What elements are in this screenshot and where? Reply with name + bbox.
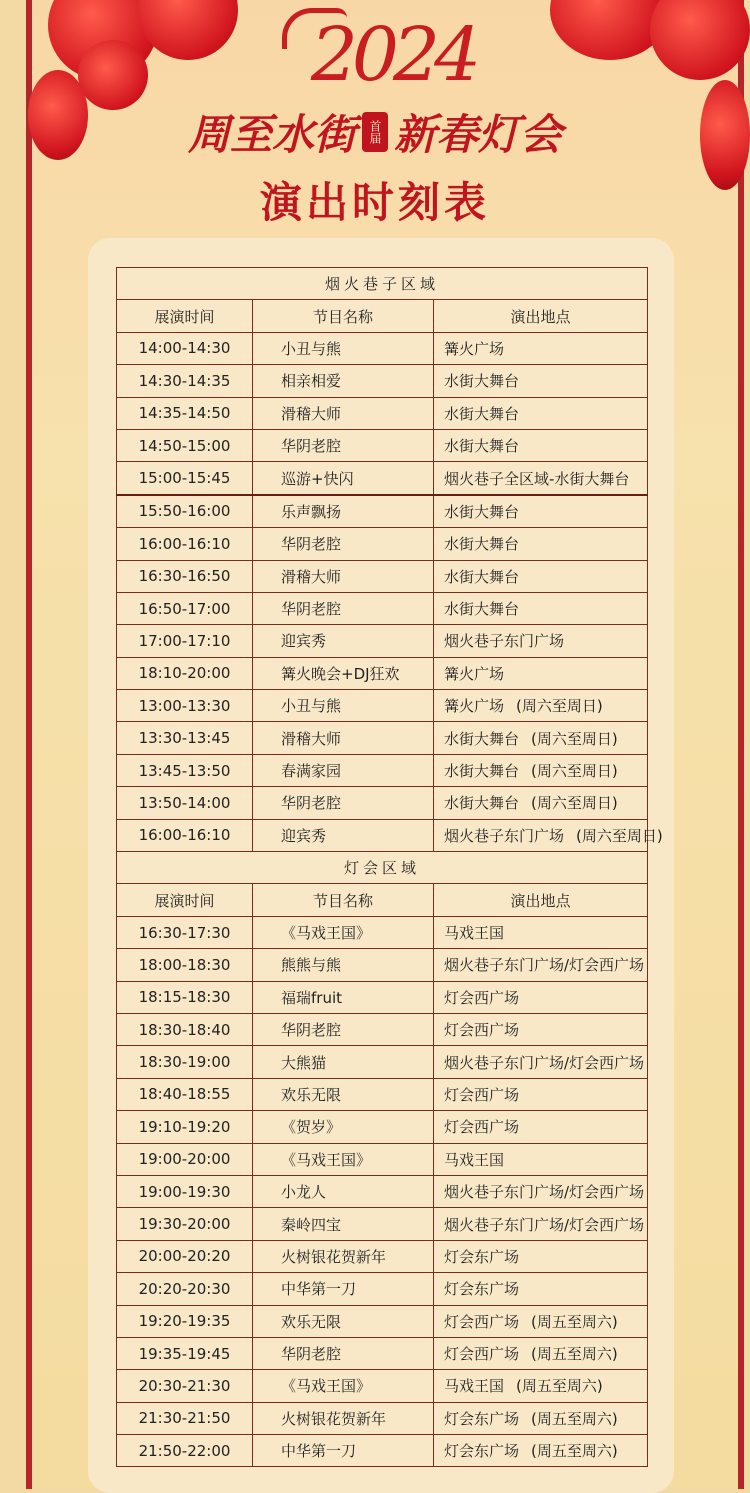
schedule-table bbox=[116, 267, 663, 1467]
venue-name: 灯会西广场 bbox=[444, 1021, 520, 1040]
time-cell: 19:35-19:45 bbox=[117, 1337, 253, 1369]
column-header: 展演时间 bbox=[117, 300, 253, 332]
venue-name: 水街大舞台 bbox=[444, 372, 520, 391]
table-row bbox=[117, 981, 648, 1013]
section-title-row bbox=[117, 852, 648, 884]
table-row bbox=[117, 560, 648, 592]
program-cell: 福瑞fruit bbox=[253, 981, 434, 1013]
venue-name: 水街大舞台 bbox=[444, 404, 520, 423]
program-cell: 火树银花贺新年 bbox=[253, 1402, 434, 1434]
event-title bbox=[0, 104, 750, 160]
venue-cell bbox=[434, 1240, 648, 1272]
program-cell: 华阴老腔 bbox=[253, 787, 434, 819]
venue-name: 马戏王国 bbox=[444, 1377, 505, 1396]
table-row bbox=[117, 949, 648, 981]
venue-cell bbox=[434, 690, 648, 722]
day-note: (周六至周日) bbox=[576, 826, 663, 845]
time-cell: 21:50-22:00 bbox=[117, 1435, 253, 1467]
venue-cell bbox=[434, 1013, 648, 1045]
venue-cell bbox=[434, 657, 648, 689]
venue-name: 灯会东广场 bbox=[444, 1247, 520, 1266]
dragon-icon bbox=[282, 8, 347, 49]
column-header: 展演时间 bbox=[117, 884, 253, 916]
time-cell: 19:10-19:20 bbox=[117, 1111, 253, 1143]
venue-cell bbox=[434, 528, 648, 560]
time-cell: 21:30-21:50 bbox=[117, 1402, 253, 1434]
time-cell: 16:30-17:30 bbox=[117, 916, 253, 948]
venue-name: 水街大舞台 bbox=[444, 729, 520, 748]
program-cell: 华阴老腔 bbox=[253, 592, 434, 624]
venue-cell bbox=[434, 495, 648, 528]
table-row bbox=[117, 1208, 648, 1240]
table-row bbox=[117, 1402, 648, 1434]
table-row bbox=[117, 462, 648, 495]
table-row bbox=[117, 1337, 648, 1369]
program-cell: 华阴老腔 bbox=[253, 429, 434, 461]
day-note: (周五至周六) bbox=[531, 1345, 618, 1364]
time-cell: 20:20-20:30 bbox=[117, 1273, 253, 1305]
program-cell: 《贺岁》 bbox=[253, 1111, 434, 1143]
program-cell: 巡游+快闪 bbox=[253, 462, 434, 495]
time-cell: 16:00-16:10 bbox=[117, 528, 253, 560]
program-cell: 滑稽大师 bbox=[253, 722, 434, 754]
table-row bbox=[117, 528, 648, 560]
table-row bbox=[117, 690, 648, 722]
program-cell: 中华第一刀 bbox=[253, 1435, 434, 1467]
column-header: 节目名称 bbox=[253, 884, 434, 916]
day-note: (周五至周六) bbox=[531, 1312, 618, 1331]
table-row bbox=[117, 916, 648, 948]
year-logo: 2024 bbox=[310, 12, 476, 98]
time-cell: 18:30-18:40 bbox=[117, 1013, 253, 1045]
program-cell: 迎宾秀 bbox=[253, 819, 434, 851]
venue-cell bbox=[434, 1305, 648, 1337]
table-row bbox=[117, 1240, 648, 1272]
venue-cell bbox=[434, 365, 648, 397]
table-row bbox=[117, 722, 648, 754]
time-cell: 15:00-15:45 bbox=[117, 462, 253, 495]
venue-name: 烟火巷子东门广场/灯会西广场 bbox=[444, 956, 645, 975]
table-row bbox=[117, 787, 648, 819]
day-note: (周五至周六) bbox=[531, 1409, 618, 1428]
table-row bbox=[117, 397, 648, 429]
time-cell: 14:35-14:50 bbox=[117, 397, 253, 429]
table-row bbox=[117, 332, 648, 364]
time-cell: 16:00-16:10 bbox=[117, 819, 253, 851]
time-cell: 18:30-19:00 bbox=[117, 1046, 253, 1078]
venue-name: 篝火广场 bbox=[444, 664, 505, 683]
day-note: (周五至周六) bbox=[531, 1442, 618, 1461]
program-cell: 滑稽大师 bbox=[253, 560, 434, 592]
table-row bbox=[117, 1143, 648, 1175]
venue-cell bbox=[434, 1370, 648, 1402]
venue-name: 马戏王国 bbox=[444, 1150, 505, 1169]
venue-name: 水街大舞台 bbox=[444, 762, 520, 781]
program-cell: 小龙人 bbox=[253, 1175, 434, 1207]
venue-name: 灯会东广场 bbox=[444, 1442, 520, 1461]
table-row bbox=[117, 592, 648, 624]
venue-name: 篝火广场 bbox=[444, 697, 505, 716]
table-row bbox=[117, 365, 648, 397]
venue-name: 水街大舞台 bbox=[444, 600, 520, 619]
venue-cell bbox=[434, 1402, 648, 1434]
venue-cell bbox=[434, 1143, 648, 1175]
program-cell: 火树银花贺新年 bbox=[253, 1240, 434, 1272]
column-header: 演出地点 bbox=[434, 884, 648, 916]
venue-name: 篝火广场 bbox=[444, 339, 505, 358]
program-cell: 欢乐无限 bbox=[253, 1078, 434, 1110]
time-cell: 13:30-13:45 bbox=[117, 722, 253, 754]
venue-name: 烟火巷子东门广场/灯会西广场 bbox=[444, 1053, 645, 1072]
section-title-row bbox=[117, 268, 648, 300]
program-cell: 小丑与熊 bbox=[253, 332, 434, 364]
time-cell: 14:30-14:35 bbox=[117, 365, 253, 397]
table-row bbox=[117, 819, 648, 851]
venue-name: 烟火巷子东门广场 bbox=[444, 826, 565, 845]
venue-cell bbox=[434, 1111, 648, 1143]
venue-cell bbox=[434, 1078, 648, 1110]
venue-cell bbox=[434, 981, 648, 1013]
program-cell: 《马戏王国》 bbox=[253, 1370, 434, 1402]
venue-cell bbox=[434, 1435, 648, 1467]
venue-cell bbox=[434, 625, 648, 657]
venue-cell bbox=[434, 560, 648, 592]
time-cell: 13:00-13:30 bbox=[117, 690, 253, 722]
program-cell: 华阴老腔 bbox=[253, 528, 434, 560]
venue-cell bbox=[434, 332, 648, 364]
first-edition-badge: 首届 bbox=[362, 112, 388, 152]
time-cell: 19:00-20:00 bbox=[117, 1143, 253, 1175]
venue-cell bbox=[434, 819, 663, 851]
venue-cell bbox=[434, 1208, 648, 1240]
venue-name: 水街大舞台 bbox=[444, 502, 520, 521]
time-cell: 16:50-17:00 bbox=[117, 592, 253, 624]
venue-cell bbox=[434, 1175, 648, 1207]
day-note: (周六至周日) bbox=[516, 697, 603, 716]
table-header-row bbox=[117, 300, 648, 332]
table-row bbox=[117, 429, 648, 461]
venue-cell bbox=[434, 1046, 648, 1078]
time-cell: 13:50-14:00 bbox=[117, 787, 253, 819]
table-row bbox=[117, 1111, 648, 1143]
venue-name: 水街大舞台 bbox=[444, 794, 520, 813]
program-cell: 篝火晚会+DJ狂欢 bbox=[253, 657, 434, 689]
program-cell: 华阴老腔 bbox=[253, 1337, 434, 1369]
program-cell: 小丑与熊 bbox=[253, 690, 434, 722]
venue-cell bbox=[434, 949, 648, 981]
day-note: (周六至周日) bbox=[531, 794, 618, 813]
time-cell: 19:20-19:35 bbox=[117, 1305, 253, 1337]
venue-cell bbox=[434, 916, 648, 948]
table-header-row bbox=[117, 884, 648, 916]
table-row bbox=[117, 1013, 648, 1045]
venue-name: 灯会东广场 bbox=[444, 1280, 520, 1299]
venue-cell bbox=[434, 754, 648, 786]
day-note: (周五至周六) bbox=[516, 1377, 603, 1396]
column-header: 演出地点 bbox=[434, 300, 648, 332]
venue-name: 灯会西广场 bbox=[444, 1345, 520, 1364]
time-cell: 20:30-21:30 bbox=[117, 1370, 253, 1402]
program-cell: 迎宾秀 bbox=[253, 625, 434, 657]
venue-cell bbox=[434, 1273, 648, 1305]
venue-name: 灯会东广场 bbox=[444, 1409, 520, 1428]
venue-name: 烟火巷子东门广场/灯会西广场 bbox=[444, 1183, 645, 1202]
table-row bbox=[117, 1046, 648, 1078]
program-cell: 滑稽大师 bbox=[253, 397, 434, 429]
program-cell: 相亲相爱 bbox=[253, 365, 434, 397]
venue-name: 灯会西广场 bbox=[444, 988, 520, 1007]
program-cell: 中华第一刀 bbox=[253, 1273, 434, 1305]
program-cell: 熊熊与熊 bbox=[253, 949, 434, 981]
title-left: 周至水街 bbox=[187, 110, 356, 159]
venue-name: 灯会西广场 bbox=[444, 1312, 520, 1331]
venue-name: 烟火巷子东门广场 bbox=[444, 632, 565, 651]
section-title: 灯会区域 bbox=[117, 852, 648, 884]
program-cell: 华阴老腔 bbox=[253, 1013, 434, 1045]
time-cell: 18:15-18:30 bbox=[117, 981, 253, 1013]
venue-cell bbox=[434, 592, 648, 624]
time-cell: 18:40-18:55 bbox=[117, 1078, 253, 1110]
time-cell: 18:00-18:30 bbox=[117, 949, 253, 981]
time-cell: 14:00-14:30 bbox=[117, 332, 253, 364]
venue-cell bbox=[434, 722, 648, 754]
time-cell: 19:30-20:00 bbox=[117, 1208, 253, 1240]
program-cell: 乐声飘扬 bbox=[253, 495, 434, 528]
venue-name: 水街大舞台 bbox=[444, 567, 520, 586]
time-cell: 18:10-20:00 bbox=[117, 657, 253, 689]
day-note: (周六至周日) bbox=[531, 729, 618, 748]
day-note: (周六至周日) bbox=[531, 762, 618, 781]
time-cell: 13:45-13:50 bbox=[117, 754, 253, 786]
venue-name: 烟火巷子东门广场/灯会西广场 bbox=[444, 1215, 645, 1234]
venue-name: 水街大舞台 bbox=[444, 535, 520, 554]
table-row bbox=[117, 1175, 648, 1207]
venue-cell bbox=[434, 462, 648, 495]
venue-name: 烟火巷子全区域-水街大舞台 bbox=[444, 469, 630, 488]
title-right: 新春灯会 bbox=[394, 110, 563, 159]
time-cell: 15:50-16:00 bbox=[117, 495, 253, 528]
column-header: 节目名称 bbox=[253, 300, 434, 332]
time-cell: 14:50-15:00 bbox=[117, 429, 253, 461]
time-cell: 20:00-20:20 bbox=[117, 1240, 253, 1272]
program-cell: 《马戏王国》 bbox=[253, 916, 434, 948]
table-row bbox=[117, 1435, 648, 1467]
section-title: 烟火巷子区域 bbox=[117, 268, 648, 300]
program-cell: 大熊猫 bbox=[253, 1046, 434, 1078]
table-row bbox=[117, 1078, 648, 1110]
venue-cell bbox=[434, 429, 648, 461]
table-row bbox=[117, 625, 648, 657]
program-cell: 欢乐无限 bbox=[253, 1305, 434, 1337]
venue-cell bbox=[434, 1337, 648, 1369]
table-row bbox=[117, 1305, 648, 1337]
venue-name: 马戏王国 bbox=[444, 924, 505, 942]
venue-name: 灯会西广场 bbox=[444, 1118, 520, 1137]
table-row bbox=[117, 1273, 648, 1305]
venue-cell bbox=[434, 397, 648, 429]
table-row bbox=[117, 754, 648, 786]
table-row bbox=[117, 1370, 648, 1402]
table-row bbox=[117, 657, 648, 689]
time-cell: 17:00-17:10 bbox=[117, 625, 253, 657]
program-cell: 秦岭四宝 bbox=[253, 1208, 434, 1240]
venue-name: 水街大舞台 bbox=[444, 437, 520, 456]
program-cell: 《马戏王国》 bbox=[253, 1143, 434, 1175]
venue-name: 灯会西广场 bbox=[444, 1085, 520, 1104]
time-cell: 16:30-16:50 bbox=[117, 560, 253, 592]
table-row bbox=[117, 495, 648, 528]
schedule-title: 演出时刻表 bbox=[259, 178, 490, 227]
venue-cell bbox=[434, 787, 648, 819]
program-cell: 春满家园 bbox=[253, 754, 434, 786]
time-cell: 19:00-19:30 bbox=[117, 1175, 253, 1207]
